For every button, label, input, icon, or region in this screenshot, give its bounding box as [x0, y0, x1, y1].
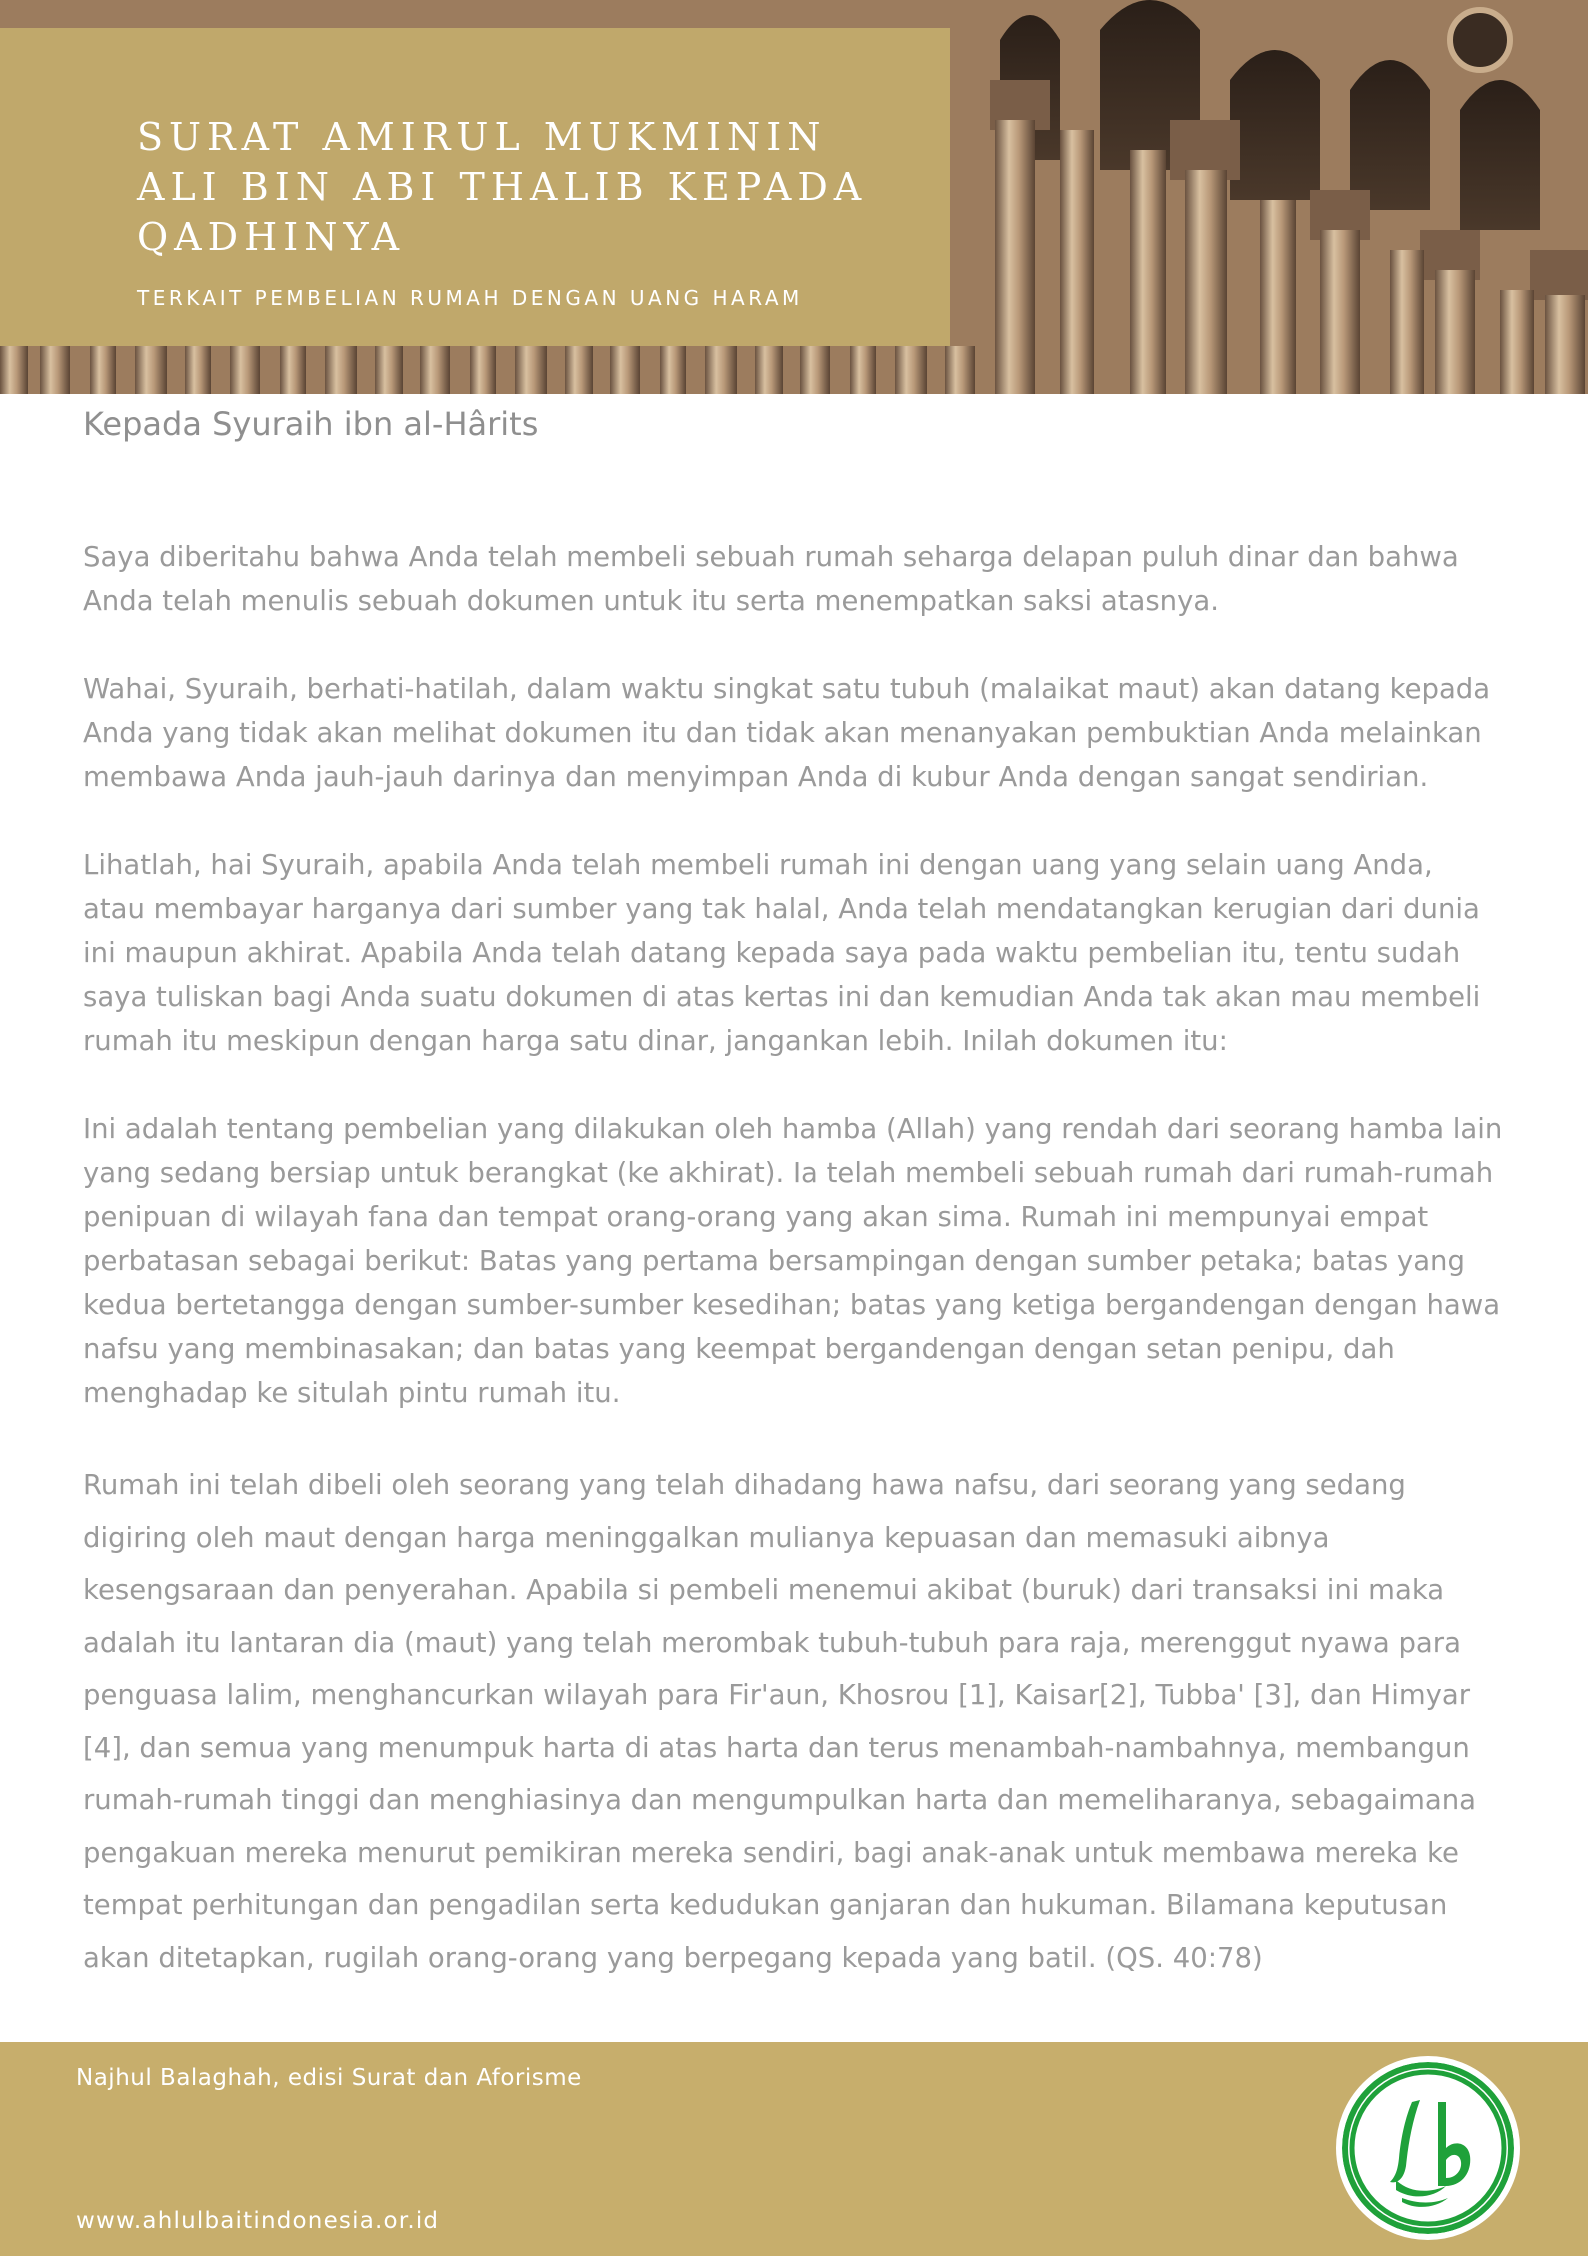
page-title: SURAT AMIRUL MUKMININ ALI BIN ABI THALIB KEPADA QADHINYA [137, 115, 868, 259]
paragraph: Lihatlah, hai Syuraih, apabila Anda telah membeli rumah ini dengan uang yang selain uang Anda, atau membayar harganya dari sumber yang tak halal, Anda telah mendatangkan kerugian dari dunia ini maupun akhirat. Apabila Anda telah datang kepada saya pada waktu pembelian itu, tentu sudah saya tuliskan bagi Anda suatu dokumen di atas kertas ini dan kemudian Anda tak akan mau membeli rumah itu meskipun dengan harga satu dinar, jangankan lebih. Inilah dokumen itu: [83, 849, 1481, 1057]
letter-body [83, 535, 1503, 1984]
header-banner [0, 0, 1588, 394]
paragraph: Ini adalah tentang pembelian yang dilakukan oleh hamba (Allah) yang rendah dari seorang hamba lain yang sedang bersiap untuk berangkat (ke akhirat). Ia telah membeli sebuah rumah dari rumah-rumah penipuan di wilayah fana dan tempat orang-orang yang akan sima. Rumah ini mempunyai empat perbatasan sebagai berikut: Batas yang pertama bersampingan dengan sumber petaka; batas yang kedua bertetangga dengan sumber-sumber kesedihan; batas yang ketiga bergandengan dengan hawa nafsu yang membinasakan; dan batas yang keempat bergandengan dengan setan penipu, dah menghadap ke situlah pintu rumah itu. [83, 1113, 1503, 1409]
footer [0, 2042, 1588, 2256]
footer-url[interactable]: www.ahlulbaitindonesia.or.id [76, 2208, 440, 2234]
recipient-heading: Kepada Syuraih ibn al-Hârits [83, 405, 539, 443]
paragraph: Saya diberitahu bahwa Anda telah membeli sebuah rumah seharga delapan puluh dinar dan bahwa Anda telah menulis sebuah dokumen untuk itu serta menempatkan saksi atasnya. [83, 541, 1459, 617]
title-box [0, 28, 950, 346]
paragraph: Rumah ini telah dibeli oleh seorang yang telah dihadang hawa nafsu, dari seorang yang sedang digiring oleh maut dengan harga meninggalkan mulianya kepuasan dan memasuki aibnya kesengsaraan dan penyerahan. Apabila si pembeli menemui akibat (buruk) dari transaksi ini maka adalah itu lantaran dia (maut) yang telah merombak tubuh-tubuh para raja, merenggut nyawa para penguasa lalim, menghancurkan wilayah para Fir'aun, Khosrou [1], Kaisar[2], Tubba' [3], dan Himyar [4], dan semua yang menumpuk harta di atas harta dan terus menambah-nambahnya, membangun rumah-rumah tinggi dan menghiasinya dan mengumpulkan harta dan memeliharanya, sebagaimana pengakuan mereka menurut pemikiran mereka sendiri, bagi anak-anak untuk membawa mereka ke tempat perhitungan dan pengadilan serta kedudukan ganjaran dan hukuman. Bilamana keputusan akan ditetapkan, rugilah orang-orang yang berpegang kepada yang batil. (QS. 40:78) [83, 1469, 1476, 1974]
ahlulbait-logo-icon [1336, 2056, 1520, 2240]
footer-source: Najhul Balaghah, edisi Surat dan Aforisme [76, 2065, 582, 2091]
page-subtitle: TERKAIT PEMBELIAN RUMAH DENGAN UANG HARAM [137, 286, 803, 310]
paragraph: Wahai, Syuraih, berhati-hatilah, dalam waktu singkat satu tubuh (malaikat maut) akan datang kepada Anda yang tidak akan melihat dokumen itu dan tidak akan menanyakan pembuktian Anda melainkan membawa Anda jauh-jauh darinya dan menyimpan Anda di kubur Anda dengan sangat sendirian. [83, 673, 1491, 793]
